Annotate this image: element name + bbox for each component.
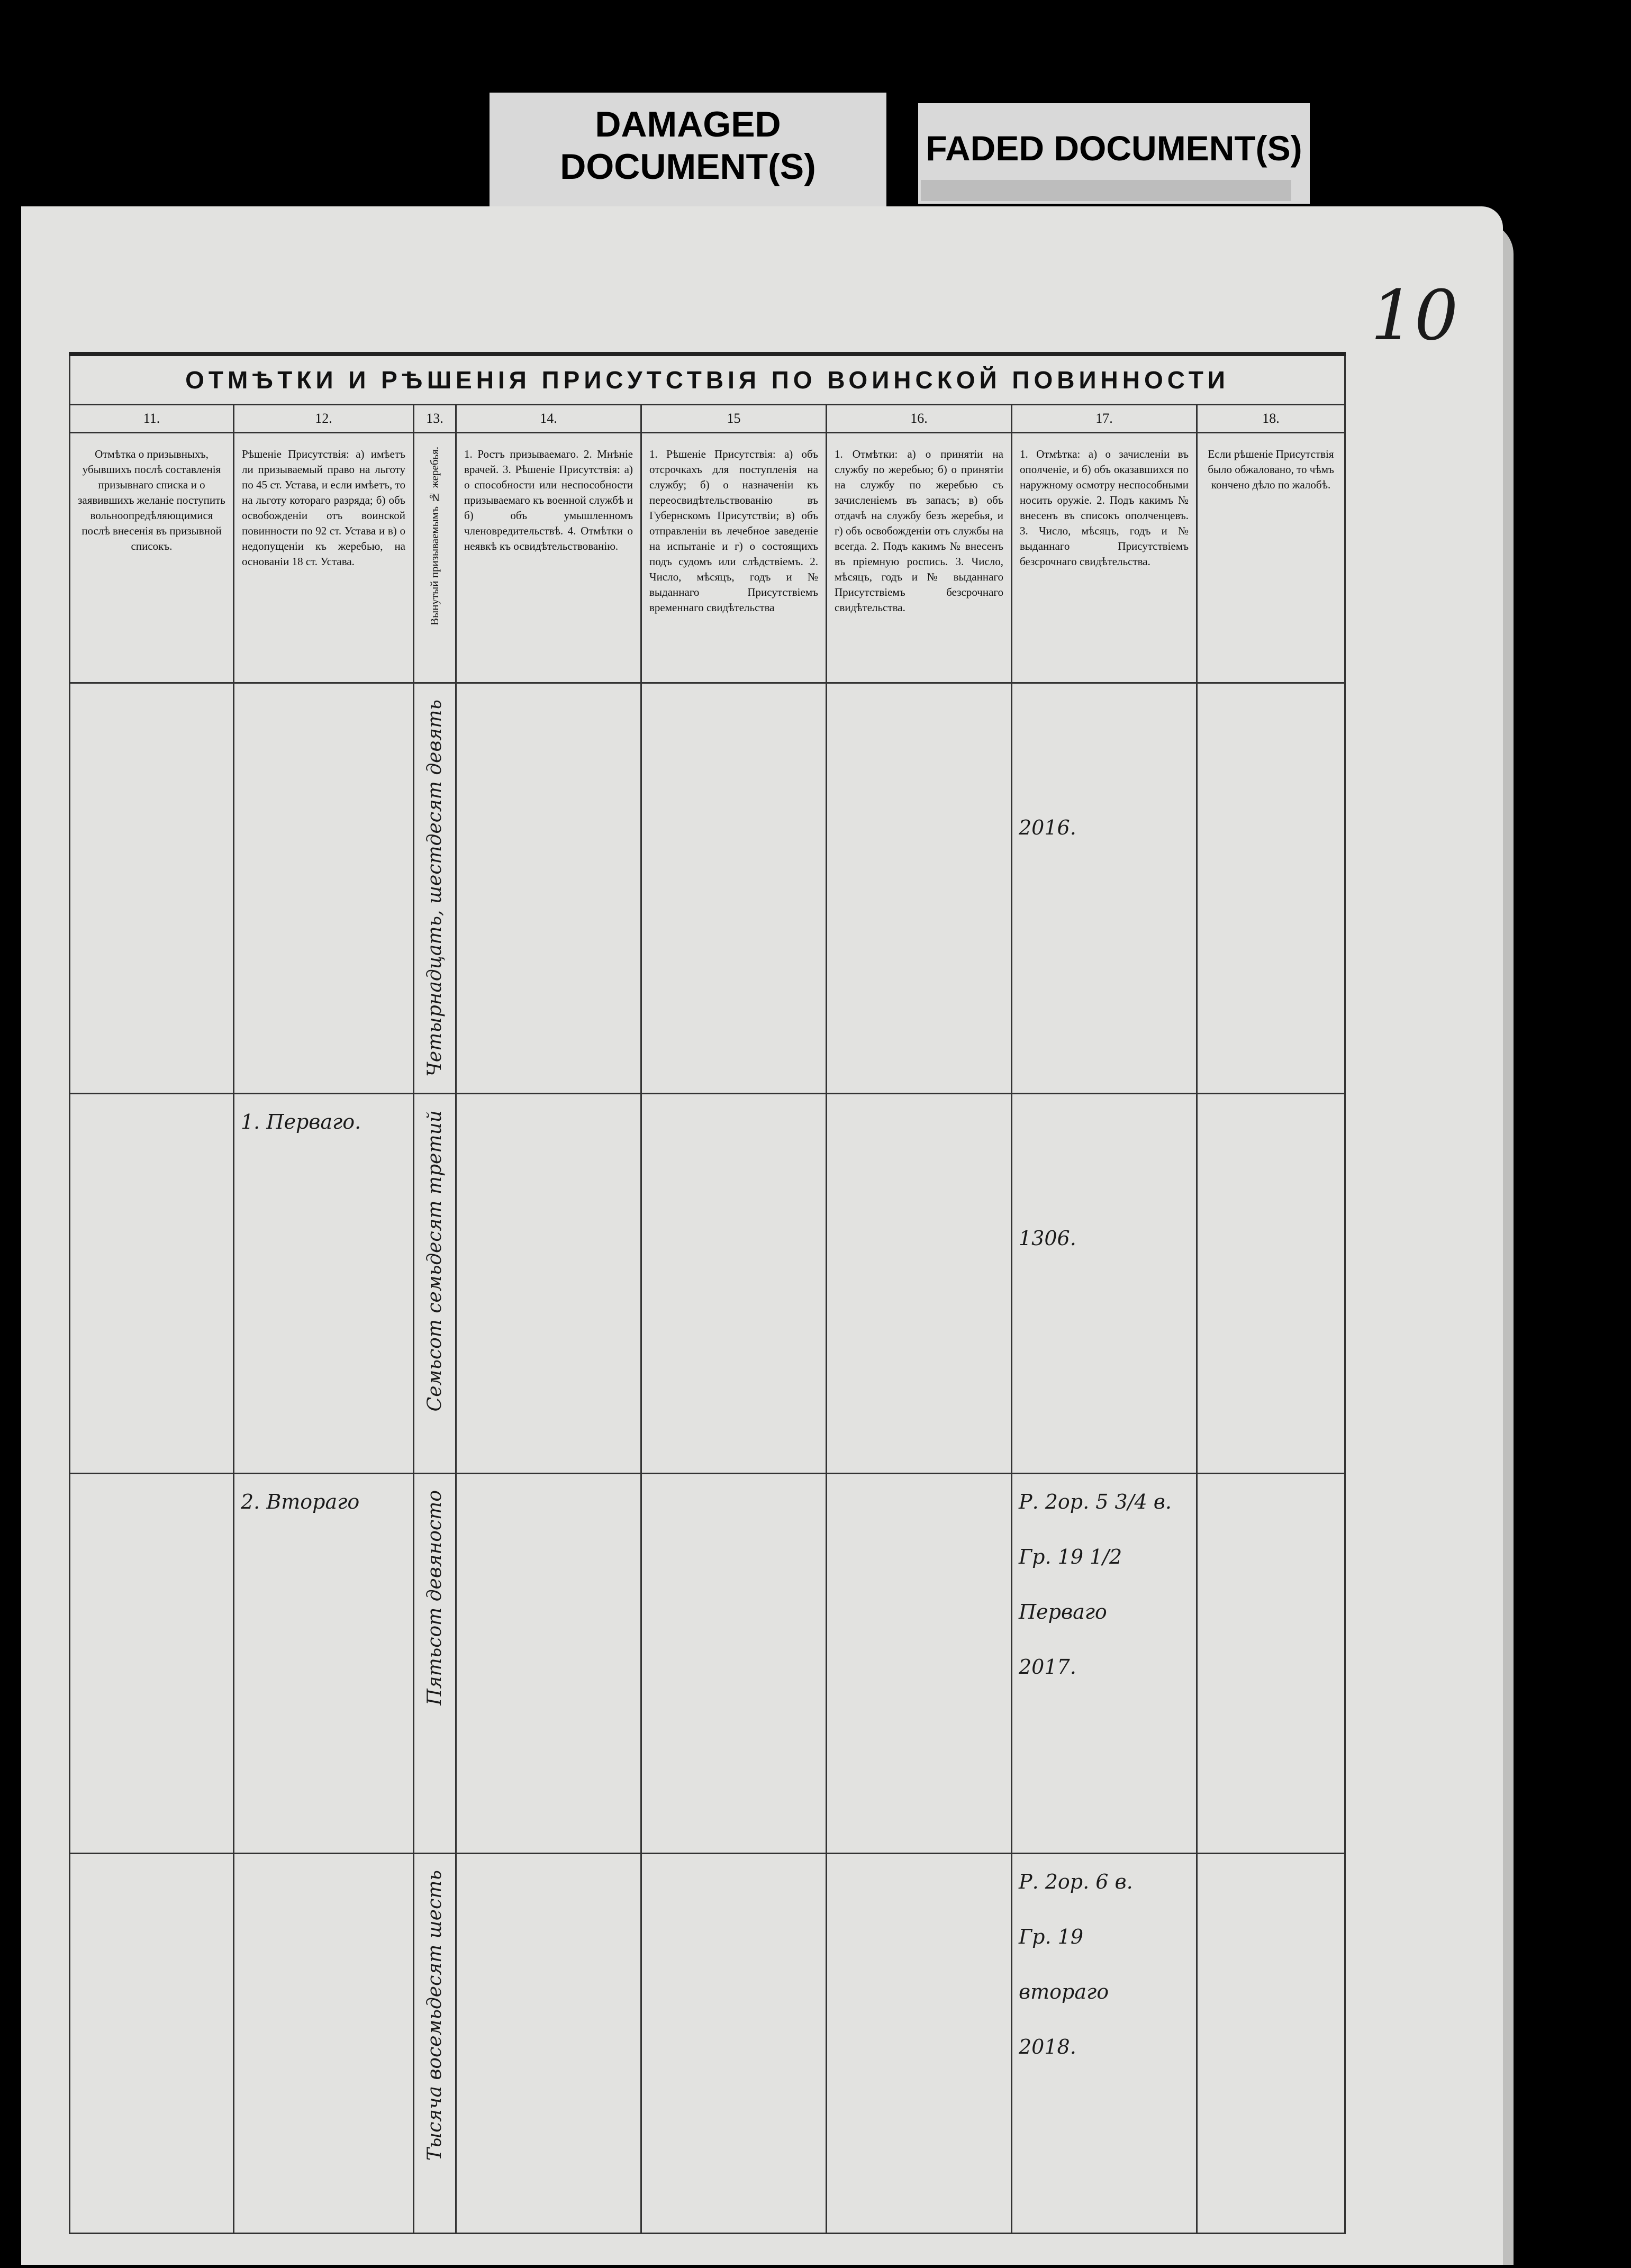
- col-number: 11.: [70, 405, 234, 433]
- cell-col11: [70, 1853, 234, 2233]
- cell-col11: [70, 1473, 234, 1853]
- cell-col15: [641, 1473, 827, 1853]
- ledger-number: 2017.: [1019, 1655, 1076, 1679]
- damaged-document-label: DAMAGED DOCUMENT(S): [490, 93, 886, 220]
- cell-col13: [414, 1853, 456, 2233]
- cell-col14: [456, 1093, 641, 1473]
- cell-col15: [641, 683, 827, 1094]
- col-description: Если рѣшеніе Присутствія было обжаловано, то чѣмъ кончено дѣло по жалобѣ.: [1197, 433, 1345, 683]
- col-number: 13.: [414, 405, 456, 433]
- table-row: [70, 1853, 1345, 2233]
- table-row: [70, 683, 1345, 1094]
- table-row: [70, 1093, 1345, 1473]
- cell-col13: [414, 1093, 456, 1473]
- cell-col17: [1012, 683, 1197, 1094]
- cell-col15: [641, 1093, 827, 1473]
- col-number: 15: [641, 405, 827, 433]
- cell-col12: [234, 683, 414, 1094]
- col-number: 17.: [1012, 405, 1197, 433]
- cell-col11: [70, 683, 234, 1094]
- cell-col12: 2. Втораго: [234, 1473, 414, 1853]
- col-description: 1. Отмѣтка: а) о зачисленіи въ ополченіе, и б) объ оказавшихся по наружному осмотру неспособными носить оружіе. 2. Подъ какимъ № внесенъ въ списокъ ополченцевъ. 3. Число, мѣсяцъ, годъ и № выданнаго Присутствіемъ безсрочнаго свидѣтельства.: [1012, 433, 1197, 683]
- col-description: 1. Рѣшеніе Присутствія: а) объ отсрочкахъ для поступленія на службу; б) о назначеніи къ переосвидѣтельствованію въ Губернскомъ Присутствіи; в) объ отправленіи въ лечебное заведеніе на испытаніе и г) о состоящихъ подъ судомъ или слѣдствіемъ. 2. Число, мѣсяцъ, годъ и № выданнаго Присутствіемъ временнаго свидѣтельства: [641, 433, 827, 683]
- table-title: ОТМѢТКИ И РѢШЕНІЯ ПРИСУТСТВІЯ ПО ВОИНСКОЙ ПОВИННОСТИ: [70, 354, 1345, 405]
- conscription-table: [69, 352, 1346, 2234]
- cell-col18: [1197, 1853, 1345, 2233]
- cell-col12: [234, 1853, 414, 2233]
- col-description: Рѣшеніе Присутствія: а) имѣетъ ли призываемый право на льготу по 45 ст. Устава, и если имѣетъ, то на льготу котораго разряда; б) объ освобожденіи отъ воинской повинности по 92 ст. Устава и в) о недопущеніи къ жеребью, на основаніи 18 ст. Устава.: [234, 433, 414, 683]
- col-description: [414, 433, 456, 683]
- cell-col16: [827, 1093, 1012, 1473]
- ledger-number: 2018.: [1019, 2035, 1076, 2058]
- col-number: 14.: [456, 405, 641, 433]
- cell-col16: [827, 683, 1012, 1094]
- cell-col17: [1012, 1093, 1197, 1473]
- lot-number-text: Тысяча восемьдесят шесть: [423, 1870, 446, 2161]
- faded-strip: [921, 180, 1291, 201]
- ledger-number: 2016.: [1019, 816, 1076, 839]
- chest-note: Гр. 19 1/2: [1019, 1545, 1122, 1568]
- cell-col12: 1. Перваго.: [234, 1093, 414, 1473]
- height-note: Р. 2ор. 6 в.: [1019, 1870, 1133, 1893]
- table-row: [70, 1473, 1345, 1853]
- col-description: 1. Ростъ призываемаго. 2. Мнѣніе врачей. 3. Рѣшеніе Присутствія: а) о способности или неспособности призываемаго къ военной службѣ и б) объ умышленномъ членовредительствѣ. 4. Отмѣтки о неявкѣ къ освидѣтельствованію.: [456, 433, 641, 683]
- lot-number-text: Семьсот семьдесят третий: [423, 1110, 446, 1412]
- lot-number-text: Четырнадцать, шестдесят девять: [423, 700, 446, 1077]
- cell-col18: [1197, 1473, 1345, 1853]
- cell-col14: [456, 1853, 641, 2233]
- cell-col16: [827, 1473, 1012, 1853]
- col-number: 12.: [234, 405, 414, 433]
- cell-col16: [827, 1853, 1012, 2233]
- cell-col18: [1197, 1093, 1345, 1473]
- cell-col17: [1012, 1853, 1197, 2233]
- cell-col13: [414, 1473, 456, 1853]
- cell-col15: [641, 1853, 827, 2233]
- col-number: 18.: [1197, 405, 1345, 433]
- col-description: 1. Отмѣтки: а) о принятіи на службу по жеребью; б) о принятіи на службу по жеребью съ зачисленіемъ въ запасъ; в) объ отдачѣ на службу безъ жеребья, и г) объ освобожденіи отъ службы на всегда. 2. Подъ какимъ № внесенъ въ пріемную роспись. 3. Число, мѣсяцъ, годъ и № выданнаго Присутствіемъ безсрочнаго свидѣтельства.: [827, 433, 1012, 683]
- cell-col17: [1012, 1473, 1197, 1853]
- cell-col14: [456, 683, 641, 1094]
- column-description-row: [70, 433, 1345, 683]
- cell-col13: [414, 683, 456, 1094]
- category-note: Перваго: [1019, 1600, 1107, 1623]
- height-note: Р. 2ор. 5 3/4 в.: [1019, 1490, 1172, 1513]
- lot-number-text: Пятьсот девяносто: [423, 1490, 446, 1705]
- cell-col14: [456, 1473, 641, 1853]
- col-description-vertical: Вынутый призываемымъ № жеребья.: [428, 447, 441, 625]
- page-number: 10: [1371, 275, 1458, 356]
- ledger-number: 1306.: [1019, 1226, 1076, 1250]
- col-number: 16.: [827, 405, 1012, 433]
- cell-col18: [1197, 683, 1345, 1094]
- faded-document-label: FADED DOCUMENT(S): [918, 103, 1310, 204]
- category-note: втораго: [1019, 1980, 1109, 2003]
- column-number-row: [70, 405, 1345, 433]
- cell-col11: [70, 1093, 234, 1473]
- col-description: Отмѣтка о призывныхъ, убывшихъ послѣ составленія призывнаго списка и о заявившихъ желаніе поступить вольноопредѣляющимися послѣ внесенія въ призывной списокъ.: [70, 433, 234, 683]
- chest-note: Гр. 19: [1019, 1925, 1083, 1948]
